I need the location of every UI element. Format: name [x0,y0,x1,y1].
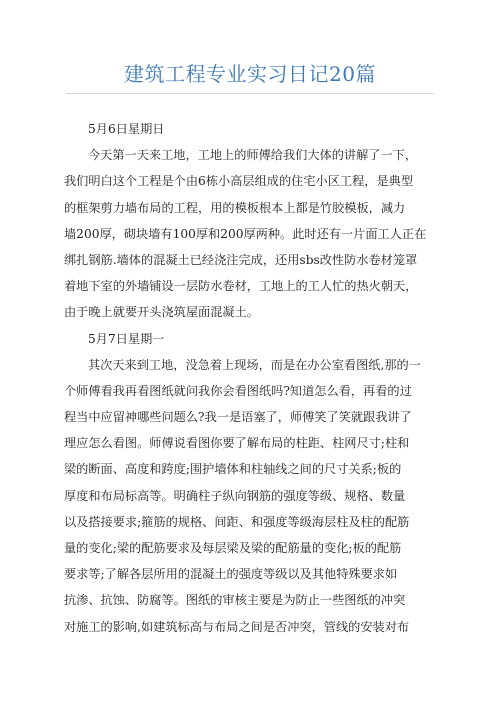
paragraph-line: 其次天来到工地，没急着上现场，而是在办公室看图纸,那的一 [88,357,421,372]
paragraph-line: 厚度和布局标高等。明确柱子纵向钢筋的强度等级、规格、数量 [64,488,406,503]
diary-date-heading: 5月6日星期日 [88,122,165,136]
paragraph-line: 着地下室的外墙铺设一层防水卷材，工地上的工人忙的热火朝天， [64,279,418,294]
diary-date-heading: 5月7日星期一 [88,331,165,346]
paragraph-line: 墙200厚，砌块墙有100厚和200厚两种。此时还有一片面工人正在 [64,226,427,241]
paragraph-line: 今天第一天来工地，工地上的师傅给我们大体的讲解了一下， [88,148,418,163]
paragraph-line: 梁的断面、高度和跨度;围护墙体和柱轴线之间的尺寸关系;板的 [64,462,402,477]
paragraph-line: 由于晚上就要开头浇筑屋面混凝土。 [64,305,259,320]
title-divider [66,93,434,94]
paragraph-line: 要求等;了解各层所用的混凝土的强度等级以及其他特殊要求如 [64,567,398,582]
paragraph-line: 对施工的影响,如建筑标高与布局之间是否冲突，管线的安装对布 [64,619,410,634]
paragraph-line: 抗渗、抗蚀、防腐等。图纸的审核主要是为防止一些图纸的冲突 [64,593,406,608]
paragraph-line: 理应怎么看图。师傅说看图你要了解布局的柱距、柱网尺寸;柱和 [64,436,410,451]
document-body [64,116,436,640]
paragraph-line: 个师傅看我再看图纸就问我你会看图纸吗?知道怎么看，再看的过 [64,383,412,398]
paragraph-line: 程当中应留神哪些问题么?我一是语塞了，师傅笑了笑就跟我讲了 [64,410,412,425]
paragraph-line: 绑扎钢筋.墙体的混凝土已经浇注完成，还用sbs改性防水卷材笼罩 [64,252,418,267]
paragraph-line: 我们明白这个工程是个由6栋小高层组成的住宅小区工程，是典型 [64,174,414,189]
paragraph-line: 的框架剪力墙布局的工程，用的模板根本上都是竹胶模板，减力 [64,200,406,215]
document-title: 建筑工程专业实习日记20篇 [124,62,376,86]
paragraph-line: 量的变化;梁的配筋要求及每层梁及梁的配筋量的变化;板的配筋 [64,541,402,555]
paragraph-line: 以及搭接要求;箍筋的规格、间距、和强度等级海层柱及柱的配筋 [64,514,410,529]
